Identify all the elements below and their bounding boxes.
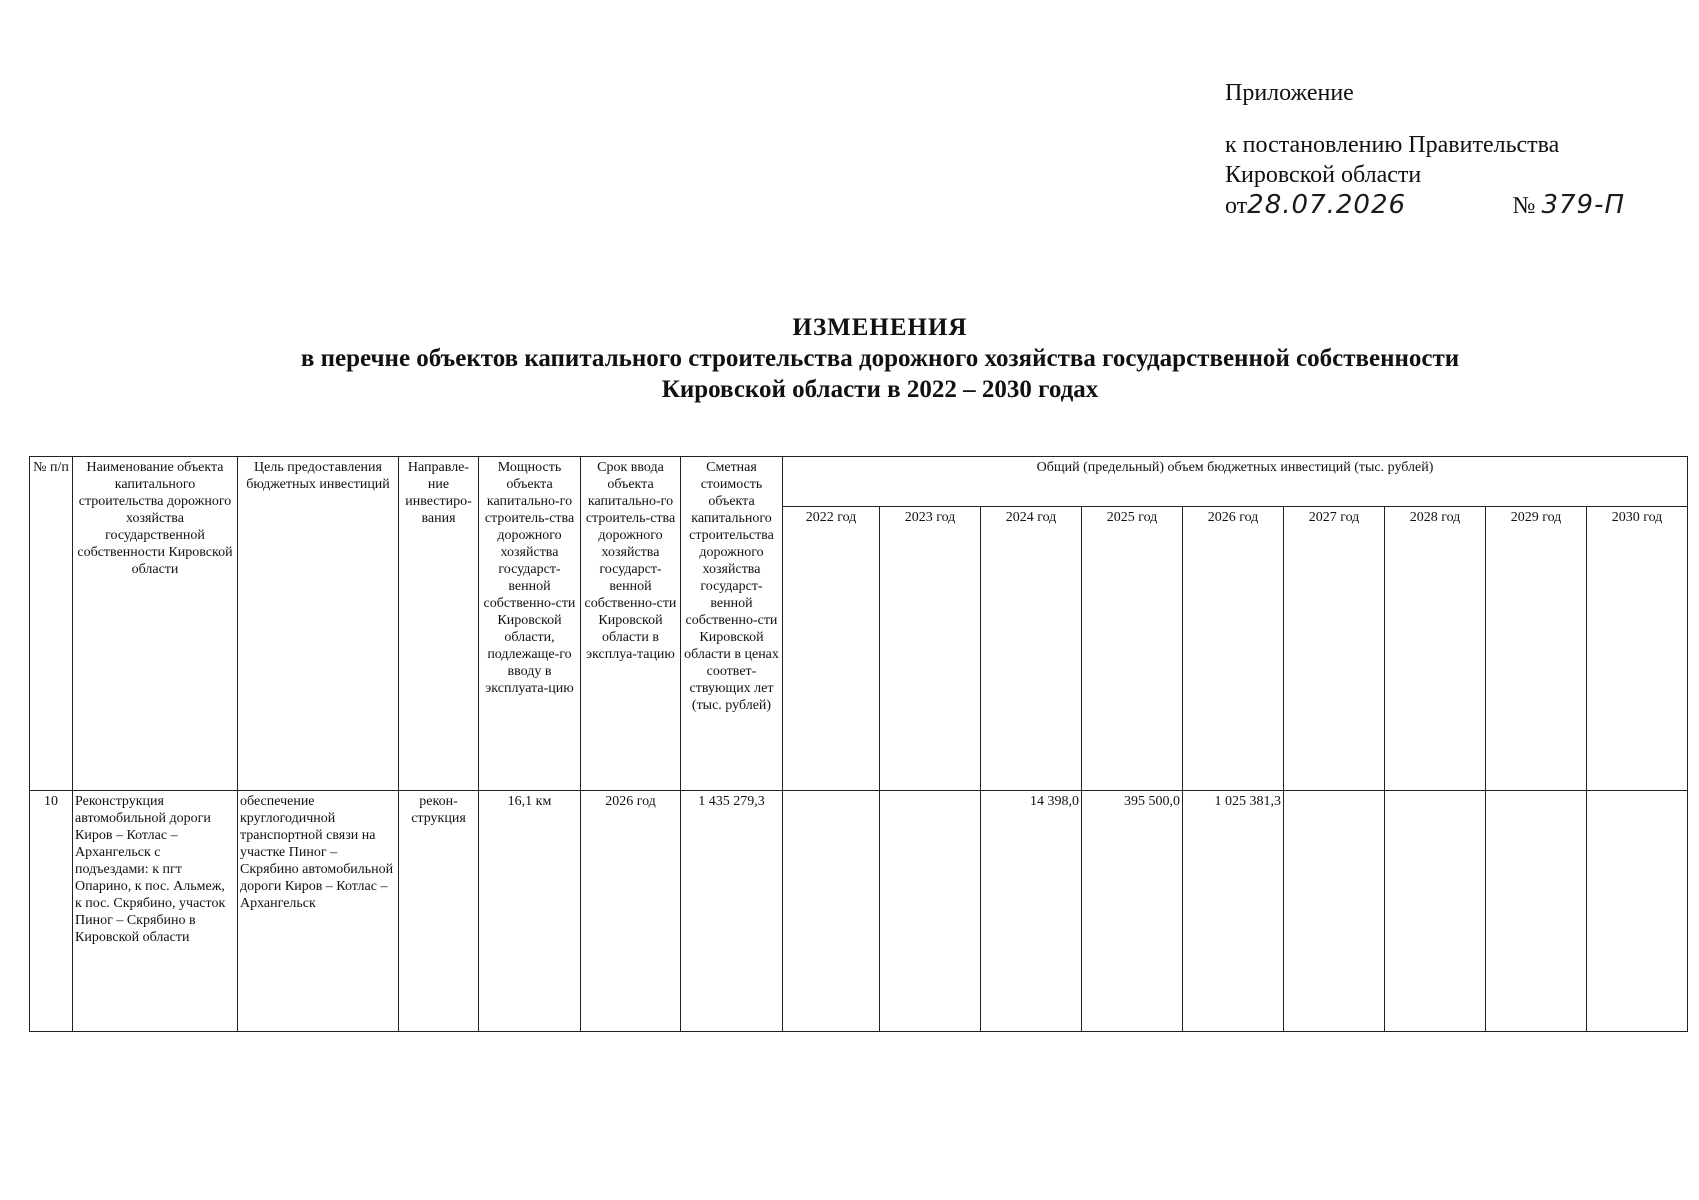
header-direction: Направле-ние инвестиро-вания (399, 457, 479, 791)
table-row (30, 791, 1688, 1032)
header-year: 2029 год (1486, 507, 1587, 791)
header-num: № п/п (30, 457, 73, 791)
row-direction: рекон-струкция (399, 791, 479, 1032)
row-year-value (783, 791, 880, 1032)
row-name: Реконструкция автомобильной дороги Киров – Котлас – Архангельск с подъездами: к пгт Опарино, к пос. Альмеж, к пос. Скрябино, участок Пиног – Скрябино в Кировской области (73, 791, 238, 1032)
appendix-line2: Кировской области (1225, 162, 1422, 188)
title-heading: ИЗМЕНЕНИЯ (792, 314, 968, 341)
header-year: 2024 год (981, 507, 1082, 791)
header-year: 2028 год (1385, 507, 1486, 791)
header-capacity: Мощность объекта капитально-го строитель-ства дорожного хозяйства государст-венной собственно-сти Кировской области, подлежаще-го вводу в эксплуата-цию (479, 457, 581, 791)
row-year-value (1385, 791, 1486, 1032)
row-goal: обеспечение круглогодичной транспортной связи на участке Пиног – Скрябино автомобильной дороги Киров – Котлас – Архангельск (238, 791, 399, 1032)
row-year-value: 14 398,0 (981, 791, 1082, 1032)
row-term: 2026 год (581, 791, 681, 1032)
header-year: 2022 год (783, 507, 880, 791)
row-num: 10 (30, 791, 73, 1032)
header-year: 2023 год (880, 507, 981, 791)
row-year-value (1284, 791, 1385, 1032)
appendix-label: Приложение (1225, 80, 1354, 106)
appendix-line1: к постановлению Правительства (1225, 132, 1560, 158)
header-year: 2026 год (1183, 507, 1284, 791)
header-year: 2025 год (1082, 507, 1183, 791)
row-year-value (1587, 791, 1688, 1032)
header-investments: Общий (предельный) объем бюджетных инвестиций (тыс. рублей) (783, 457, 1688, 507)
date-prefix: от (1225, 193, 1248, 219)
document-title (0, 312, 1699, 405)
objects-table (29, 456, 1688, 1032)
row-year-value (1486, 791, 1587, 1032)
appendix-date-line (1225, 190, 1625, 221)
number-prefix: № (1512, 193, 1536, 219)
header-term: Срок ввода объекта капитально-го строитель-ства дорожного хозяйства государст-венной собственно-сти Кировской области в эксплуа-тацию (581, 457, 681, 791)
row-year-value: 1 025 381,3 (1183, 791, 1284, 1032)
header-year: 2030 год (1587, 507, 1688, 791)
row-year-value: 395 500,0 (1082, 791, 1183, 1032)
title-line3: Кировской области в 2022 – 2030 годах (661, 376, 1099, 403)
appendix-block (1225, 78, 1625, 221)
header-row-top (30, 457, 1688, 507)
handwritten-number: 379-П (1541, 190, 1625, 220)
number-group (1513, 190, 1625, 221)
row-year-value (880, 791, 981, 1032)
header-name: Наименование объекта капитального строительства дорожного хозяйства государственной собственности Кировской области (73, 457, 238, 791)
header-cost: Сметная стоимость объекта капитального строительства дорожного хозяйства государст-венной собственно-сти Кировской области в ценах соответ-ствующих лет (тыс. рублей) (681, 457, 783, 791)
title-line2: в перечне объектов капитального строительства дорожного хозяйства государственной собственности (300, 345, 1460, 372)
row-cost: 1 435 279,3 (681, 791, 783, 1032)
handwritten-date: 28.07.2026 (1247, 190, 1407, 220)
header-goal: Цель предоставления бюджетных инвестиций (238, 457, 399, 791)
date-group (1225, 190, 1406, 221)
header-year: 2027 год (1284, 507, 1385, 791)
row-capacity: 16,1 км (479, 791, 581, 1032)
